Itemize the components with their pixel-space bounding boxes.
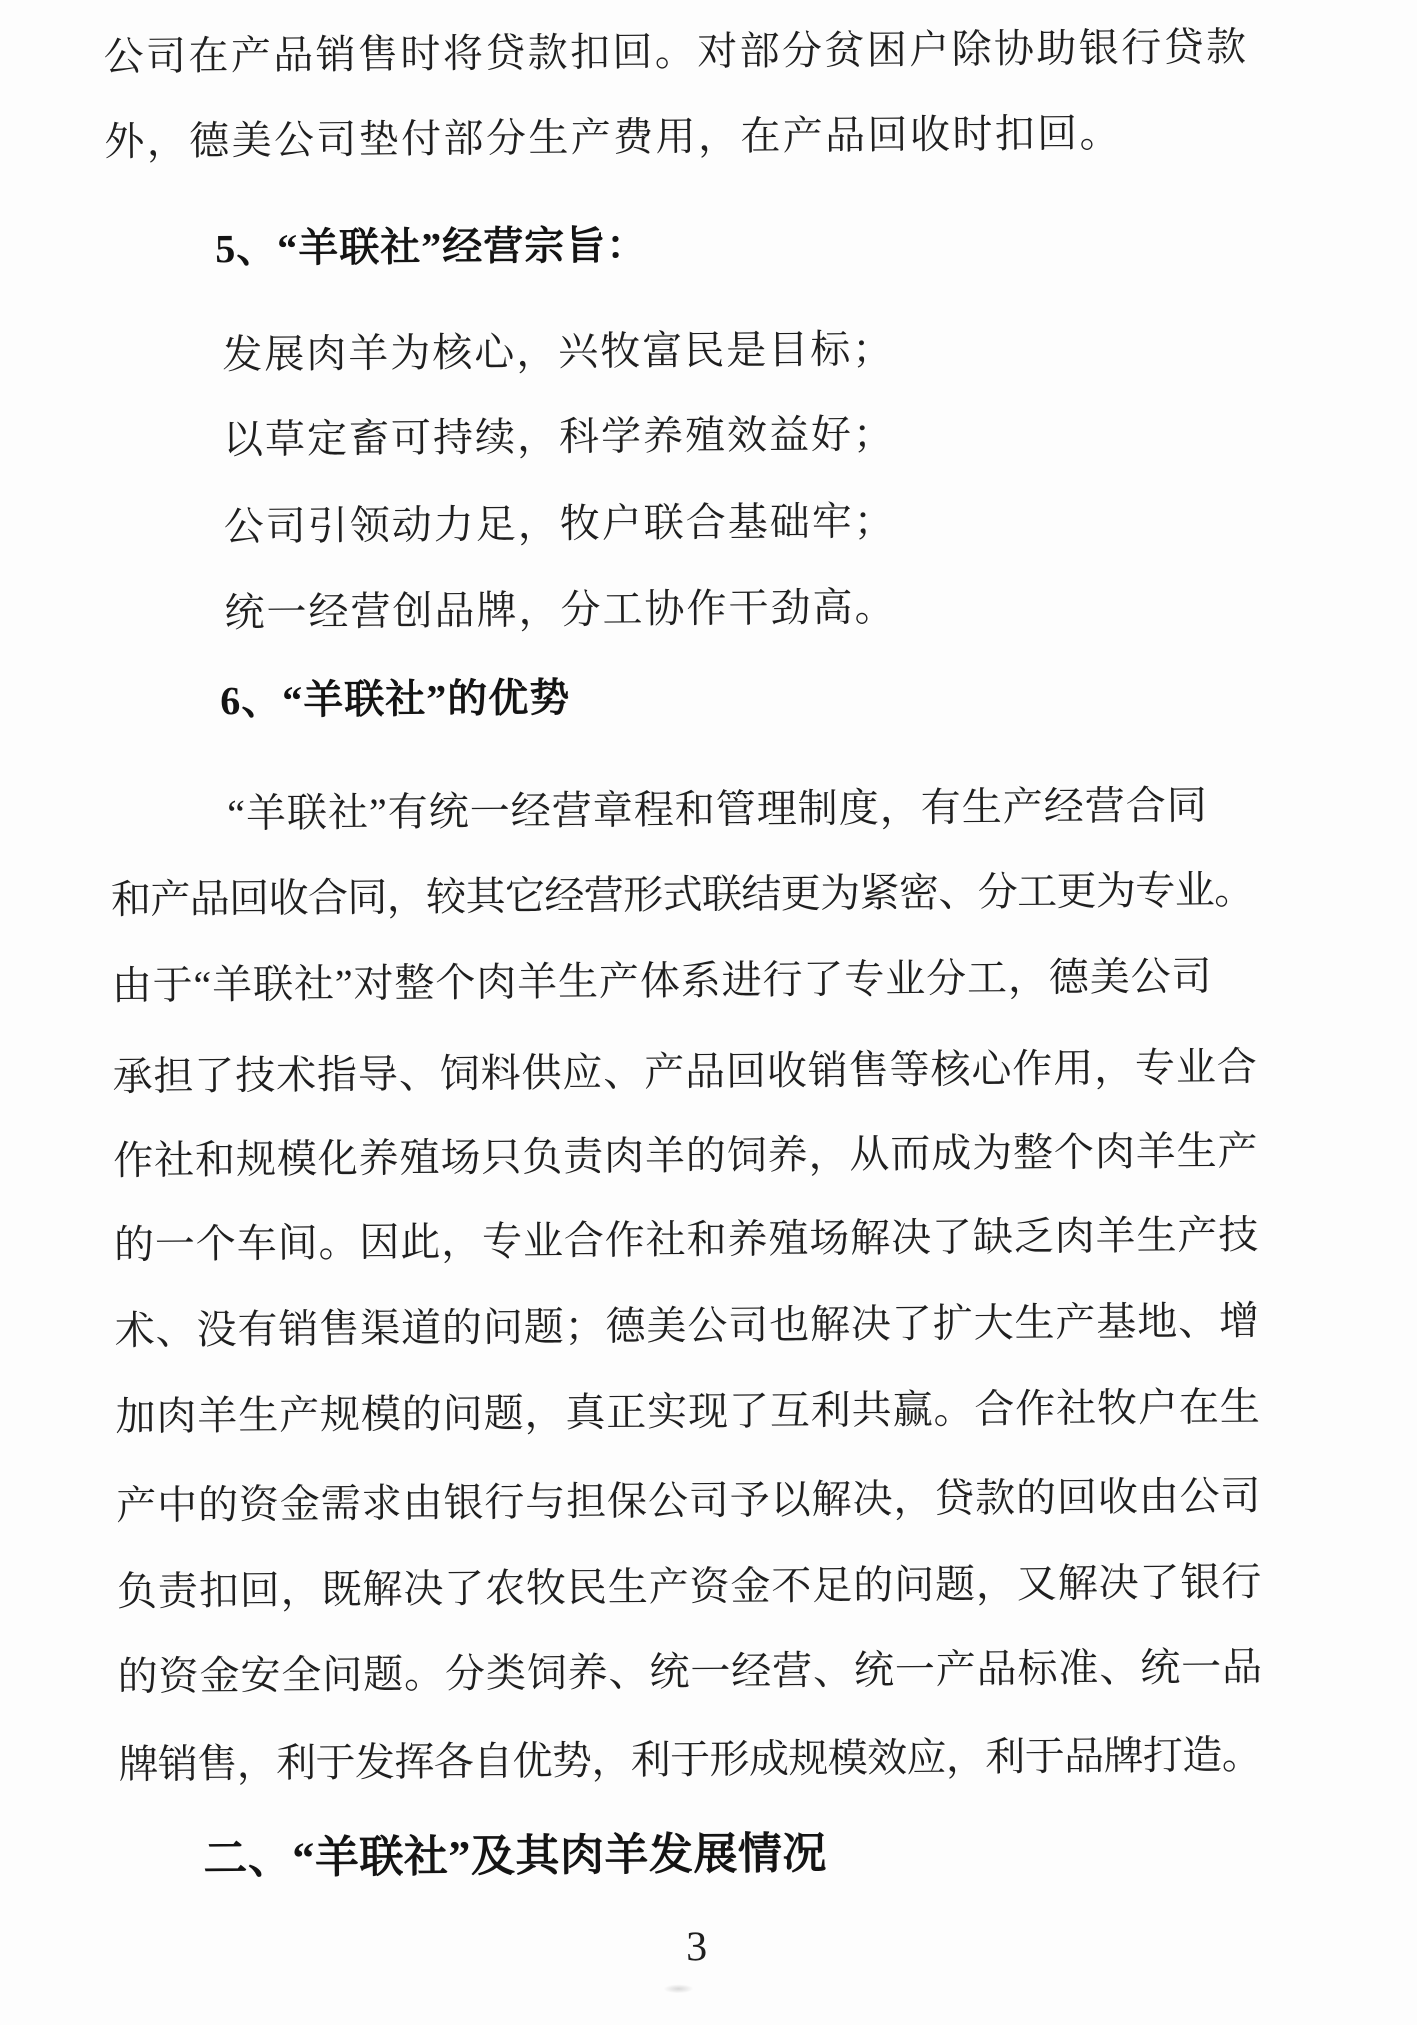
body-line: 术、没有销售渠道的问题；德美公司也解决了扩大生产基地、增 bbox=[114, 1298, 1261, 1354]
body-line: 作社和规模化养殖场只负责肉羊的饲养，从而成为整个肉羊生产 bbox=[113, 1128, 1259, 1184]
body-line: 加肉羊生产规模的问题，真正实现了互利共赢。合作社牧户在生 bbox=[115, 1384, 1261, 1440]
body-line: 产中的资金需求由银行与担保公司予以解决，贷款的回收由公司 bbox=[116, 1473, 1262, 1529]
page-number: 3 bbox=[685, 1924, 708, 1971]
motto-line: 以草定畜可持续，科学养殖效益好； bbox=[222, 411, 896, 463]
motto-line: 公司引领动力足，牧户联合基础牢； bbox=[223, 498, 896, 550]
body-line: 的一个车间。因此，专业合作社和养殖场解决了缺乏肉羊生产技 bbox=[113, 1212, 1260, 1268]
section-heading: 二、“羊联社”及其肉羊发展情况 bbox=[203, 1829, 828, 1884]
body-line: “羊联社”有统一经营章程和管理制度，有生产经营合同 bbox=[227, 782, 1208, 837]
scan-smudge bbox=[663, 1984, 693, 1993]
motto-line: 统一经营创品牌，分工协作干劲高。 bbox=[224, 584, 897, 636]
section-heading: 6、“羊联社”的优势 bbox=[220, 675, 571, 724]
body-line: 承担了技术指导、饲料供应、产品回收销售等核心作用，专业合 bbox=[112, 1044, 1258, 1100]
body-line: 由于“羊联社”对整个肉羊生产体系进行了专业分工，德美公司 bbox=[111, 953, 1213, 1009]
body-line: 负责扣回，既解决了农牧民生产资金不足的问题，又解决了银行 bbox=[116, 1559, 1263, 1615]
body-line: 外，德美公司垫付部分生产费用，在产品回收时扣回。 bbox=[104, 110, 1123, 165]
body-line: 和产品回收合同，较其它经营形式联结更为紧密、分工更为专业。 bbox=[110, 867, 1254, 923]
body-line: 的资金安全问题。分类饲养、统一经营、统一产品标准、统一品 bbox=[117, 1644, 1264, 1700]
motto-line: 发展肉羊为核心，兴牧富民是目标； bbox=[222, 326, 895, 378]
body-line: 公司在产品销售时将贷款扣回。对部分贫困户除协助银行贷款 bbox=[103, 24, 1249, 80]
section-heading: 5、“羊联社”经营宗旨： bbox=[215, 222, 648, 272]
body-line: 牌销售，利于发挥各自优势，利于形成规模效应，利于品牌打造。 bbox=[118, 1732, 1262, 1788]
